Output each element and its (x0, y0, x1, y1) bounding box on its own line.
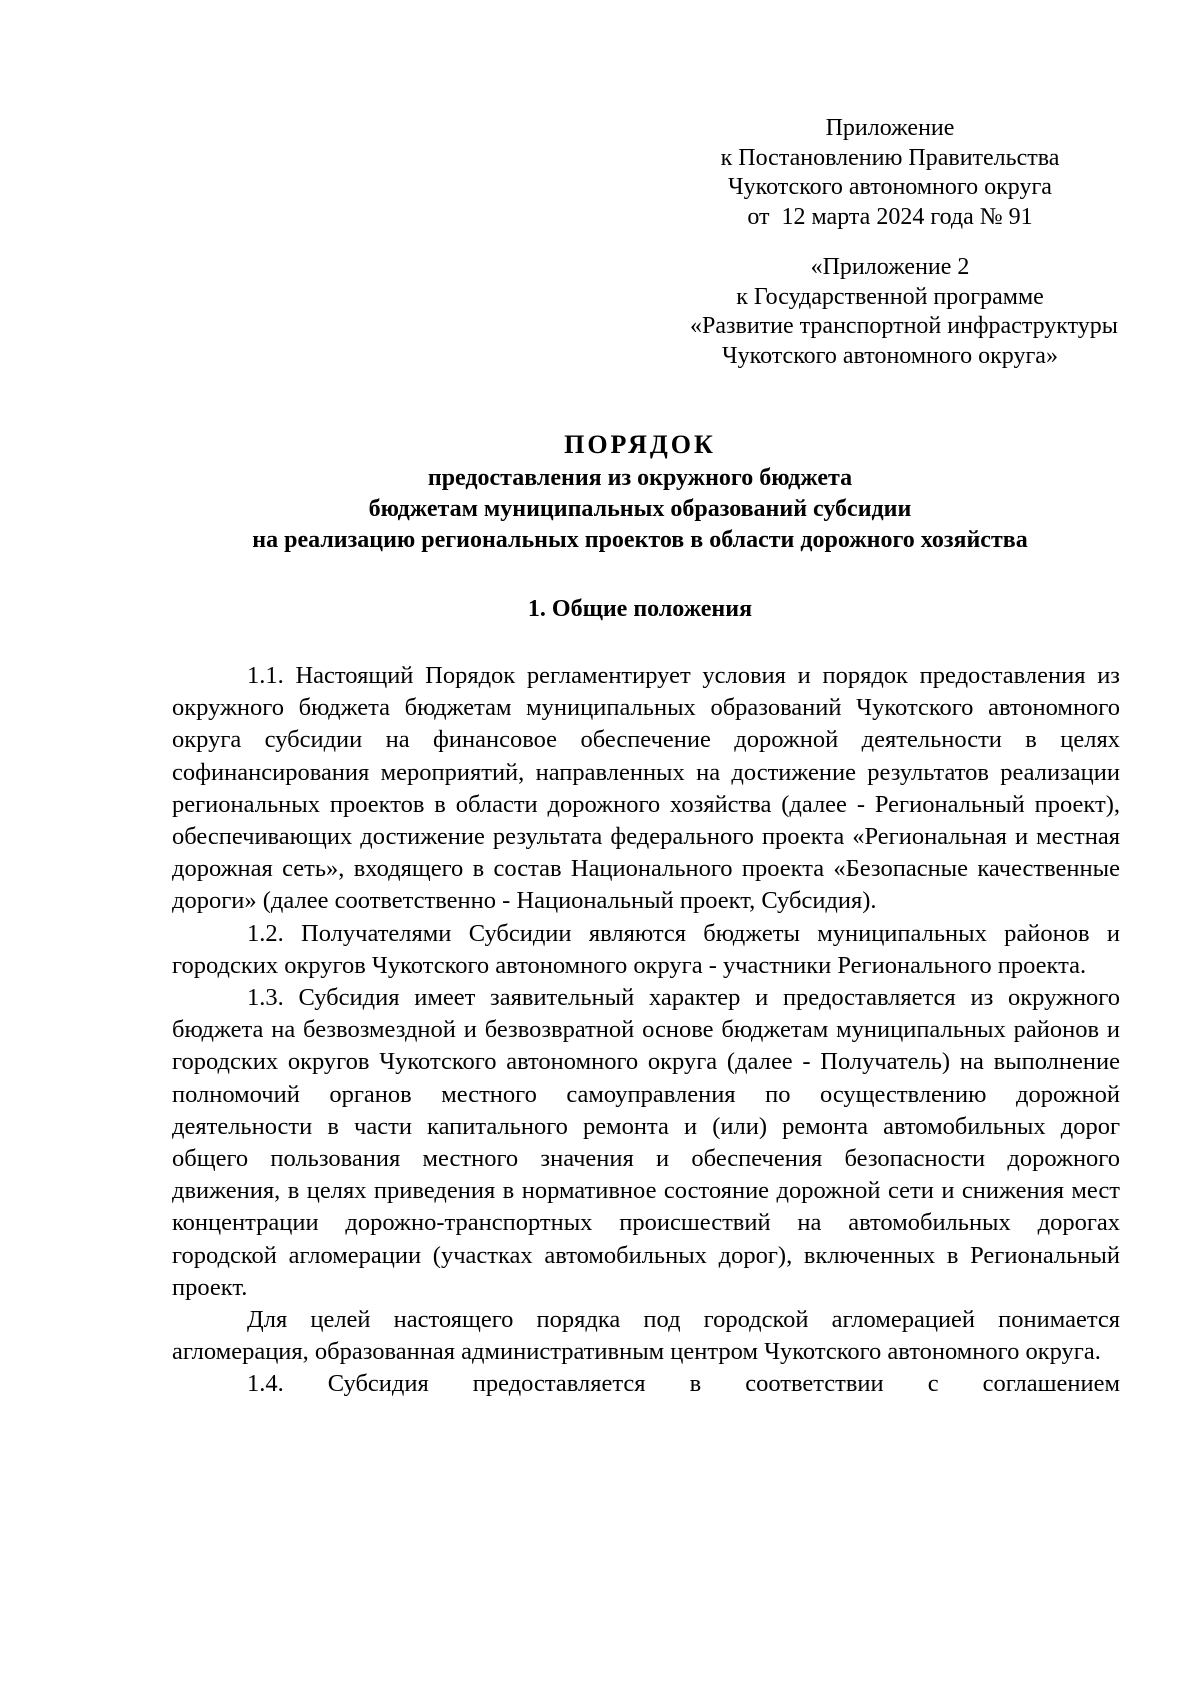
appendix-line: к Государственной программе (736, 283, 1044, 310)
title-subline: бюджетам муниципальных образований субсидии (368, 496, 912, 522)
appendix-line: Чукотского автономного округа» (722, 342, 1058, 369)
paragraph-1-1: 1.1. Настоящий Порядок регламентирует условия и порядок предоставления из окружного бюджета бюджетам муниципальных образований Чукотского автономного округа субсидии на финансовое обеспечение дорожной деятельности в целях софинансирования мероприятий, направленных на достижение результатов реализации региональных проектов в области дорожного хозяйства (далее - Региональный проект), обеспечивающих достижение результата федерального проекта «Региональная и местная дорожная сеть», входящего в состав Национального проекта «Безопасные качественные дороги» (далее соответственно - Национальный проект, Субсидия). (172, 662, 1120, 915)
appendix-line: Приложение (825, 115, 955, 141)
paragraph-1-2: 1.2. Получателями Субсидии являются бюджеты муниципальных районов и городских округов Чукотского автономного округа - участники Регионального проекта. (172, 919, 1120, 979)
appendix-line: от 12 марта 2024 года № 91 (747, 203, 1033, 230)
appendix-line: «Развитие транспортной инфраструктуры (690, 313, 1118, 339)
appendix-reference (690, 114, 1090, 232)
appendix-line: «Приложение 2 (810, 254, 970, 280)
title-subline: предоставления из окружного бюджета (427, 465, 853, 491)
paragraph-1-3: 1.3. Субсидия имеет заявительный характер и предоставляется из окружного бюджета на безвозмездной и безвозвратной основе бюджетам муниципальных районов и городских округов Чукотского автономного округа (далее - Получатель) на выполнение полномочий органов местного самоуправления по осуществлению дорожной деятельности в части капитального ремонта и (или) ремонта автомобильных дорог общего пользования местного значения и обеспечения безопасности дорожного движения, в целях приведения в нормативное состояние дорожной сети и снижения мест концентрации дорожно-транспортных происшествий на автомобильных дорогах городской агломерации (участках автомобильных дорог), включенных в Региональный проект. (172, 984, 1120, 1301)
appendix-line: Чукотского автономного округа (728, 174, 1052, 200)
title-main: ПОРЯДОК (564, 430, 716, 459)
document-title (150, 427, 1130, 556)
title-subline: на реализацию региональных проектов в области дорожного хозяйства (252, 527, 1028, 553)
section-body (172, 660, 1120, 1401)
section-heading: 1. Общие положения (527, 596, 753, 622)
appendix-line: к Постановлению Правительства (720, 144, 1060, 171)
paragraph-agglomeration: Для целей настоящего порядка под городской агломерацией понимается агломерация, образованная административным центром Чукотского автономного округа. (172, 1306, 1120, 1366)
program-appendix-reference (690, 253, 1118, 371)
paragraph-1-4: 1.4. Субсидия предоставляется в соответствии с соглашением (247, 1370, 1120, 1398)
